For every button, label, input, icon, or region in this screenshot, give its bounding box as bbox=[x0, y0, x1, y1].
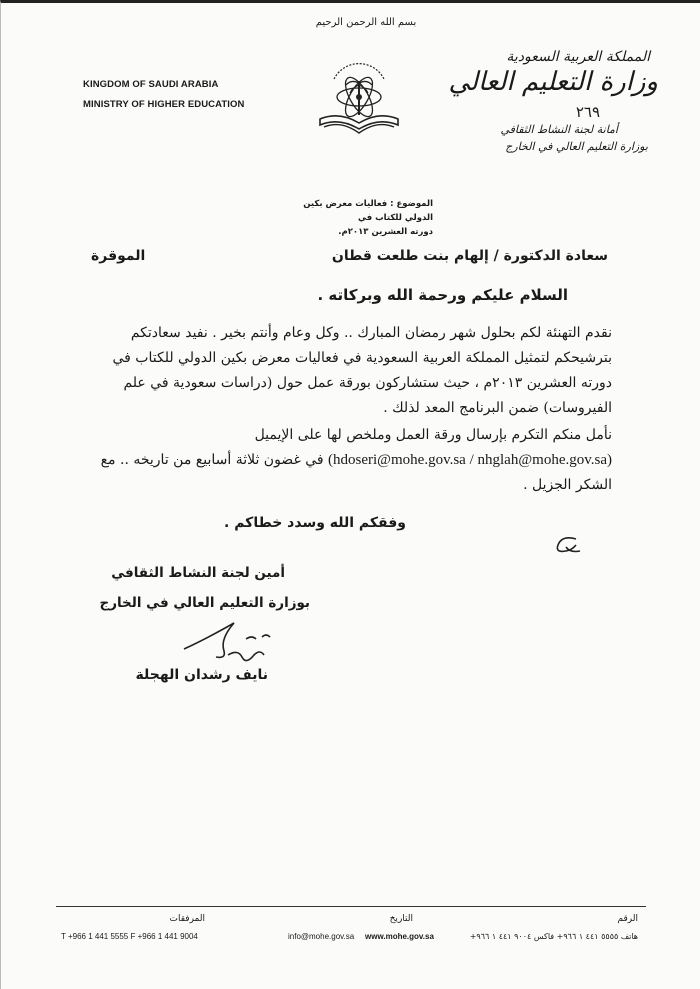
signer-name: نايف رشدان الهجلة bbox=[135, 667, 268, 683]
ar-ministry-name: وزارة التعليم العالي bbox=[448, 67, 658, 97]
ar-department-line1: أمانة لجنة النشاط الثقافي bbox=[500, 123, 618, 136]
paragraph2-end: في غضون ثلاثة أسابيع من تاريخه .. مع الشكر الجزيل . bbox=[100, 452, 612, 493]
body-paragraph-2 bbox=[82, 423, 612, 498]
addressee-suffix: الموقرة bbox=[91, 248, 146, 264]
handwritten-signature-icon bbox=[176, 609, 286, 669]
initials-signature-icon bbox=[546, 531, 586, 561]
subject-line1: الموضوع : فعاليات معرض بكين الدولي للكتاب في bbox=[303, 199, 433, 223]
signer-title-line1: أمين لجنة النشاط الثقافي bbox=[111, 565, 285, 581]
ar-department-line2: بوزارة التعليم العالي في الخارج bbox=[505, 140, 648, 153]
en-ministry-name: MINISTRY OF HIGHER EDUCATION bbox=[83, 99, 245, 110]
basmala: بسم الله الرحمن الرحيم bbox=[315, 17, 417, 28]
footer-phones-english: T +966 1 441 5555 F +966 1 441 9004 bbox=[61, 932, 198, 941]
en-country-name: KINGDOM OF SAUDI ARABIA bbox=[83, 79, 219, 90]
footer-attachments-label: المرفقات bbox=[169, 914, 205, 924]
ar-country-name: المملكة العربية السعودية bbox=[506, 49, 650, 65]
arabic-letterhead bbox=[438, 49, 658, 153]
footer-divider bbox=[56, 906, 646, 907]
ministry-emblem-icon bbox=[314, 45, 404, 143]
footer-email: info@mohe.gov.sa bbox=[288, 932, 355, 941]
body-paragraph-1: نقدم التهنئة لكم بحلول شهر رمضان المبارك .. وكل وعام وأنتم بخير . نفيد سعادتكم بترشيحكم لتمثيل المملكة العربية السعودية في فعاليات معرض بكين الدولي للكتاب في دورته العشرين ٢٠١٣م ، حيث ستشاركون بورقة عمل حول (دراسات سعودية في علم الفيروسات) ضمن البرنامج المعد لذلك . bbox=[112, 325, 612, 416]
footer-phones-arabic: هاتف ٥٥٥٥ ٤٤١ ١ ٩٦٦+ فاكس ٩٠٠٤ ٤٤١ ١ ٩٦٦+ bbox=[469, 932, 638, 941]
closing-line: وفقكم الله وسدد خطاكم . bbox=[224, 515, 406, 531]
footer-website: www.mohe.gov.sa bbox=[365, 932, 434, 941]
footer-date-label: التاريخ bbox=[389, 914, 413, 924]
subject-line2: دورته العشرين ٢٠١٣م. bbox=[338, 227, 433, 237]
signer-title-line2: بوزارة التعليم العالي في الخارج bbox=[99, 595, 310, 611]
reference-number: ٢٦٩ bbox=[575, 103, 600, 121]
subject-block bbox=[275, 197, 433, 239]
english-letterhead bbox=[83, 75, 245, 115]
greeting: السلام عليكم ورحمة الله وبركاته . bbox=[317, 286, 568, 304]
contact-emails: (hdoseri@mohe.gov.sa / nhglah@mohe.gov.sa) bbox=[328, 452, 612, 468]
footer-ref-label: الرقم bbox=[617, 914, 638, 924]
paragraph2-start: نأمل منكم التكرم بإرسال ورقة العمل وملخص لها على الإيميل bbox=[254, 427, 612, 443]
addressee: سعادة الدكتورة / إلهام بنت طلعت قطان bbox=[331, 248, 608, 264]
